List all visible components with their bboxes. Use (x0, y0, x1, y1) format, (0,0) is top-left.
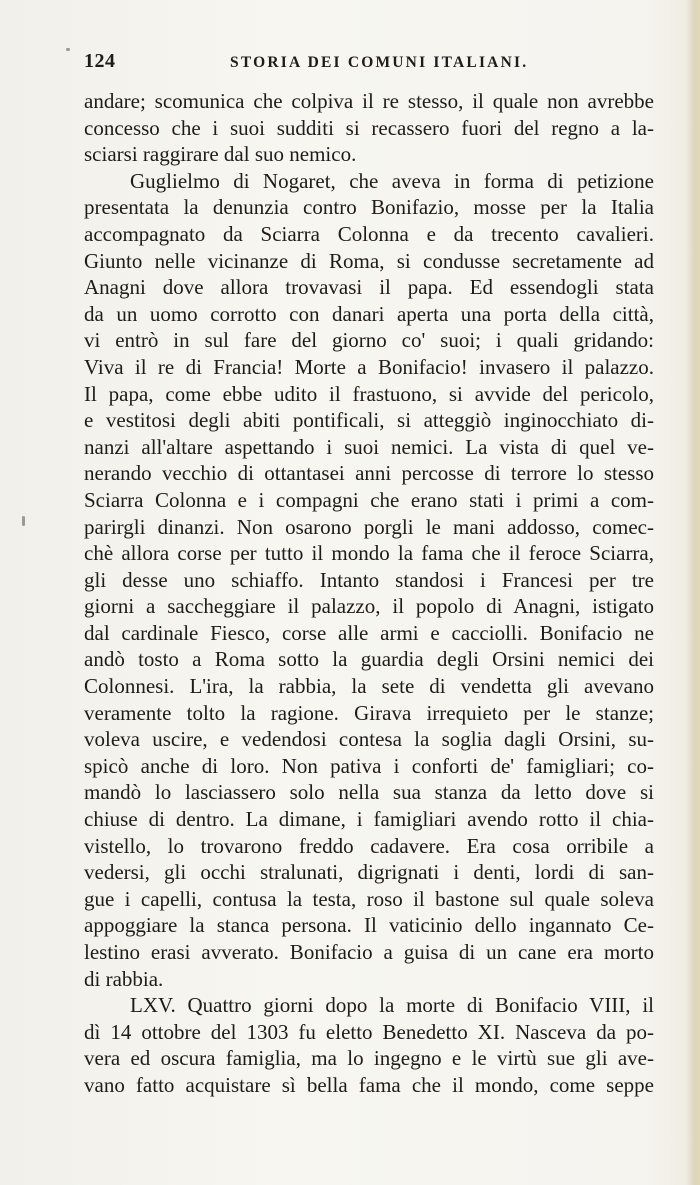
text-line: dal cardinale Fiesco, corse alle armi e cacciolli. Bonifacio ne (84, 620, 654, 645)
text-line: gli desse uno schiaffo. Intanto standosi i Francesi per tre (84, 567, 654, 592)
text-line: Sciarra Colonna e i compagni che erano stati i primi a com- (84, 487, 654, 512)
page-header (84, 50, 654, 78)
page-number: 124 (84, 50, 116, 72)
text-line: appoggiare la stanca persona. Il vaticinio dello ingannato Ce- (84, 913, 654, 938)
text-line: chiuse di dentro. La dimane, i famigliari avendo rotto il chia- (84, 807, 654, 832)
page-edge-shadow (686, 0, 700, 1185)
text-line: nanzi all'altare aspettando i suoi nemici. La vista di quel ve- (84, 434, 654, 459)
text-line: vistello, lo trovarono freddo cadavere. Era cosa orribile a (84, 833, 654, 858)
text-line: vano fatto acquistare sì bella fama che il mondo, come seppe (84, 1072, 654, 1097)
text-line: e vestitosi degli abiti pontificali, si atteggiò inginocchiato di- (84, 408, 654, 433)
text-line: concesso che i suoi sudditi si recassero fuori del regno a la- (84, 115, 654, 140)
text-line: andare; scomunica che colpiva il re stesso, il quale non avrebbe (84, 89, 654, 113)
text-line: vedersi, gli occhi stralunati, digrignati i denti, lordi di san- (84, 860, 654, 885)
text-line: di rabbia. (84, 966, 164, 991)
text-line: sciarsi raggirare dal suo nemico. (84, 142, 357, 167)
ink-speck (66, 48, 70, 51)
text-line: vi entrò in sul fare del giorno co' suoi; i quali gridando: (84, 328, 654, 353)
text-line: Il papa, come ebbe udito il frastuono, si avvide del pericolo, (84, 381, 654, 406)
text-line: andò tosto a Roma sotto la guardia degli Orsini nemici dei (84, 647, 654, 672)
text-line: giorni a saccheggiare il palazzo, il popolo di Anagni, istigato (84, 594, 654, 619)
text-line: Colonnesi. L'ira, la rabbia, la sete di vendetta gli avevano (84, 674, 654, 699)
text-line: Guglielmo di Nogaret, che aveva in forma di petizione (130, 168, 654, 193)
text-line: veramente tolto la ragione. Girava irrequieto per le stanze; (84, 700, 654, 725)
text-line: spicò anche di loro. Non pativa i conforti de' famigliari; co- (84, 753, 654, 778)
text-line: accompagnato da Sciarra Colonna e da trecento cavalieri. (84, 221, 654, 246)
text-line: Viva il re di Francia! Morte a Bonifacio! invasero il palazzo. (84, 354, 654, 379)
text-line: presentata la denunzia contro Bonifazio, mosse per la Italia (84, 195, 654, 220)
text-line: mandò lo lasciassero solo nella sua stanza da letto dove si (84, 780, 654, 805)
text-line: parirgli dinanzi. Non osarono porgli le mani addosso, comec- (84, 514, 654, 539)
text-line: chè allora corse per tutto il mondo la fama che il feroce Sciarra, (84, 541, 654, 566)
text-line: dì 14 ottobre del 1303 fu eletto Benedetto XI. Nasceva da po- (84, 1019, 654, 1044)
text-line: nerando vecchio di ottantasei anni percosse di terrore lo stesso (84, 461, 654, 486)
text-line: voleva uscire, e vedendosi contesa la soglia dagli Orsini, su- (84, 727, 654, 752)
text-line: lestino erasi avverato. Bonifacio a guisa di un cane era morto (84, 940, 654, 964)
text-line: Giunto nelle vicinanze di Roma, si condusse secretamente ad (84, 248, 654, 273)
text-line: LXV. Quattro giorni dopo la morte di Bonifacio VIII, il (130, 993, 654, 1018)
text-line: vera ed oscura famiglia, ma lo ingegno e le virtù sue gli ave- (84, 1046, 654, 1071)
text-line: gue i capelli, contusa la testa, roso il bastone sul quale soleva (84, 886, 654, 911)
body-text (84, 88, 654, 1099)
text-line: da un uomo corrotto con danari aperta una porta della città, (84, 301, 654, 326)
text-line: Anagni dove allora trovavasi il papa. Ed essendogli stata (84, 275, 654, 300)
running-title: STORIA DEI COMUNI ITALIANI. (230, 54, 529, 71)
ink-speck (22, 516, 25, 526)
